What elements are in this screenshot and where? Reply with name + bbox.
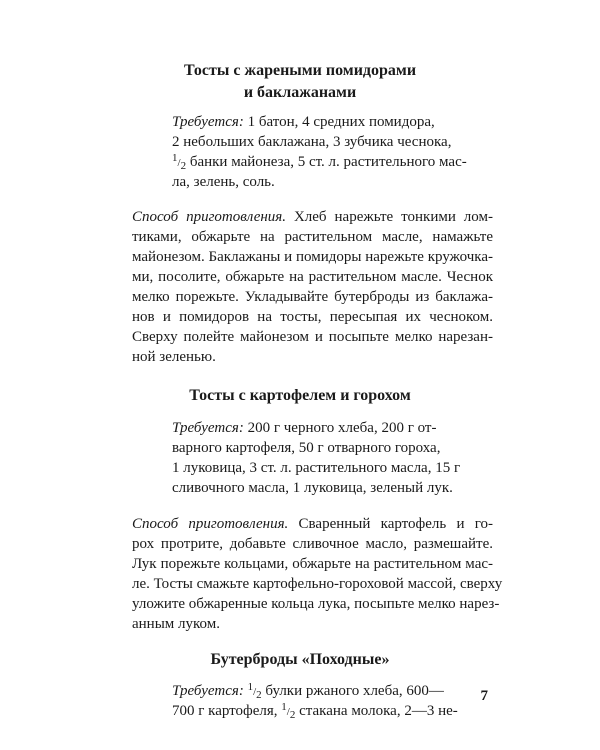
recipe-3-ingredients-line-2 xyxy=(172,701,458,722)
fraction: 1/2 xyxy=(172,152,187,172)
recipe-2-ingredients-line-2: варного картофеля, 50 г отварного гороха, xyxy=(172,440,441,456)
recipe-2-method-line-6: анным луком. xyxy=(132,616,221,632)
recipe-3-title: Бутерброды «Походные» xyxy=(210,651,390,668)
recipe-1-title-line-1: Тосты с жареными помидорами xyxy=(183,62,417,79)
ingredients-text: 700 г картофеля, xyxy=(172,703,282,719)
ingredients-label: Требуется: xyxy=(172,114,244,130)
recipe-1-method-line-3: майонезом. Баклажаны и помидоры нарежьте кружочка- xyxy=(132,249,493,265)
ingredients-text: банки майонеза, 5 ст. л. растительного мас- xyxy=(186,154,467,170)
method-text: Сваренный картофель и го- xyxy=(288,516,493,532)
recipe-2-method-line-4: ле. Тосты смажьте картофельно-гороховой массой, сверху xyxy=(132,576,503,592)
recipe-1-ingredients-line-1 xyxy=(172,112,435,132)
recipe-2-ingredients-line-3: 1 луковица, 3 ст. л. растительного масла, 15 г xyxy=(172,460,461,476)
recipe-1-method-line-8: ной зеленью. xyxy=(132,349,216,365)
fraction: 1/2 xyxy=(281,701,296,721)
recipe-2-ingredients-line-1 xyxy=(172,418,436,438)
recipe-1-title-line-2: и баклажанами xyxy=(243,84,357,101)
recipe-2-method-line-1 xyxy=(132,514,493,534)
ingredients-text: 200 г черного хлеба, 200 г от- xyxy=(243,420,437,436)
recipe-1-ingredients-line-3 xyxy=(172,152,467,173)
method-text: Хлеб нарежьте тонкими лом- xyxy=(286,209,493,225)
recipe-2-ingredients-line-4: сливочного масла, 1 луковица, зеленый лук. xyxy=(172,480,453,496)
recipe-1-method-line-6: нов и помидоров на тосты, пересыпая их чесноком. xyxy=(132,309,493,325)
ingredients-text: 1 батон, 4 средних помидора, xyxy=(243,114,435,130)
recipe-1-method-line-1 xyxy=(132,207,493,227)
ingredients-text: стакана молока, 2—3 не- xyxy=(295,703,458,719)
page-number: 7 xyxy=(480,688,488,704)
method-label: Способ приготовления. xyxy=(132,209,287,225)
recipe-3-ingredients-line-1 xyxy=(172,681,444,702)
ingredients-label: Требуется: xyxy=(172,683,244,699)
recipe-2-title: Тосты с картофелем и горохом xyxy=(189,387,411,404)
recipe-1-ingredients-line-4: ла, зелень, соль. xyxy=(172,174,275,190)
ingredients-text: булки ржаного хлеба, 600— xyxy=(261,683,444,699)
fraction: 1/2 xyxy=(247,681,262,701)
ingredients-label: Требуется: xyxy=(172,420,244,436)
recipe-1-ingredients-line-2: 2 небольших баклажана, 3 зубчика чеснока, xyxy=(172,134,452,150)
recipe-1-method-line-2: тиками, обжарьте на растительном масле, намажьте xyxy=(132,229,493,245)
method-label: Способ приготовления. xyxy=(132,516,289,532)
recipe-1-method-line-7: Сверху полейте майонезом и посыпьте мелко нарезан- xyxy=(132,329,493,345)
recipe-2-method-line-5: уложите обжаренные кольца лука, посыпьте мелко нарез- xyxy=(132,596,500,612)
recipe-1-method-line-4: ми, посолите, обжарьте на растительном масле. Чеснок xyxy=(132,269,493,285)
recipe-2-method-line-3: Лук порежьте кольцами, обжарьте на растительном мас- xyxy=(132,556,493,572)
recipe-2-method-line-2: рох протрите, добавьте сливочное масло, размешайте. xyxy=(132,536,493,552)
recipe-1-method-line-5: мелко порежьте. Укладывайте бутерброды из баклажа- xyxy=(132,289,493,305)
